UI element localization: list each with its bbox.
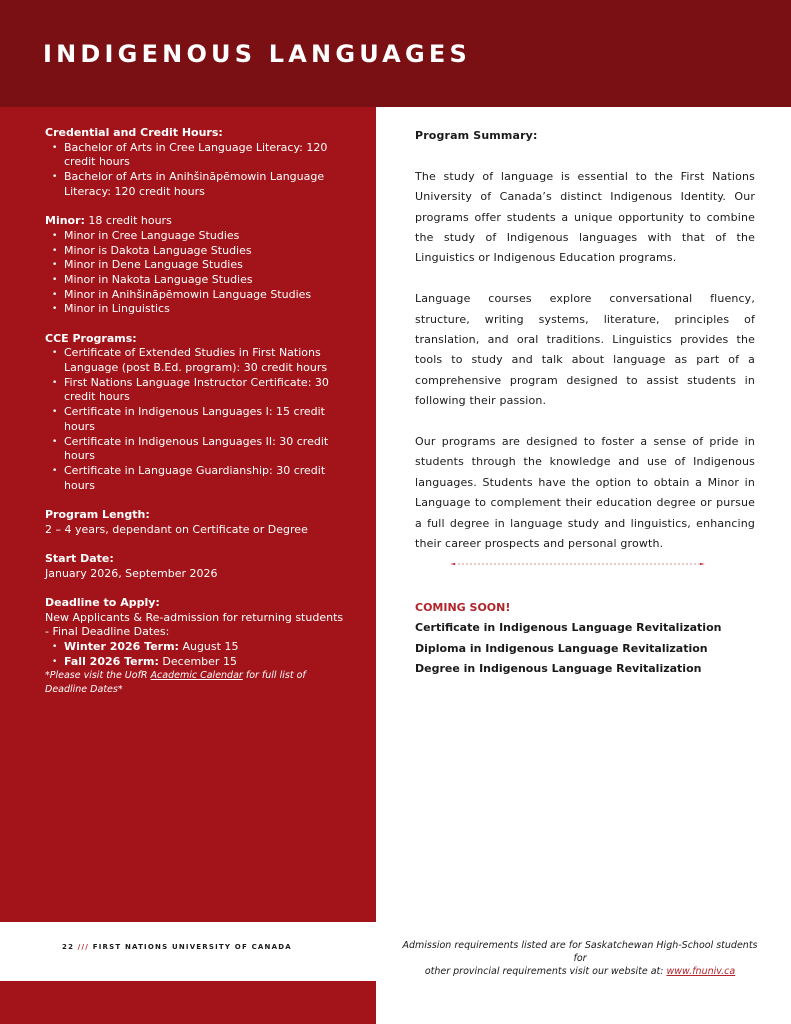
coming-soon-item: Diploma in Indigenous Language Revitalization	[415, 641, 708, 655]
list-item: • Minor in Linguistics	[64, 302, 350, 317]
list-item: • Certificate in Indigenous Languages I: 15 credit hours	[64, 405, 350, 434]
cce-section	[45, 332, 350, 494]
list-item: • Minor in Anihšināpēmowin Language Studies	[64, 288, 350, 303]
winter-term-value: August 15	[178, 640, 239, 654]
list-item: • Certificate in Language Guardianship: 30 credit hours	[64, 464, 350, 493]
program-details-panel	[0, 107, 376, 922]
admission-note-line2	[395, 965, 765, 978]
deadline-section	[45, 596, 350, 698]
list-item: • Bachelor of Arts in Anihšināpēmowin Language Literacy: 120 credit hours	[64, 170, 350, 199]
coming-soon-section	[415, 598, 721, 679]
admission-note-text: other provincial requirements visit our website at:	[424, 966, 667, 977]
coming-soon-item: Certificate in Indigenous Language Revitalization	[415, 621, 722, 635]
list-item: • Minor in Nakota Language Studies	[64, 273, 350, 288]
list-item	[64, 655, 350, 670]
list-item: • Minor is Dakota Language Studies	[64, 244, 350, 259]
start-date-value: January 2026, September 2026	[45, 566, 218, 580]
summary-paragraph: The study of language is essential to the First Nations University of Canada’s distinct Indigenous Identity. Our programs offer students a unique opportunity to combine the study of Indigenous languages with that of the Linguistics or Indigenous Education programs.	[415, 169, 755, 265]
page-number: 22	[62, 943, 75, 951]
deadline-note-text: *Please visit the UofR	[45, 670, 151, 682]
summary-title: Program Summary:	[415, 129, 538, 142]
coming-soon-item: Degree in Indigenous Language Revitalization	[415, 661, 702, 675]
list-item: • Minor in Dene Language Studies	[64, 258, 350, 273]
program-length-section	[45, 508, 350, 537]
credential-list	[45, 141, 350, 200]
start-date-label: Start Date:	[45, 551, 114, 565]
program-length-value: 2 – 4 years, dependant on Certificate or Degree	[45, 522, 308, 536]
bottom-bar	[0, 981, 376, 1024]
cce-label: CCE Programs:	[45, 331, 137, 345]
university-name: FIRST NATIONS UNIVERSITY OF CANADA	[92, 943, 292, 951]
page-header	[0, 0, 791, 107]
program-summary	[415, 126, 755, 575]
program-length-label: Program Length:	[45, 507, 150, 521]
minor-value: 18 credit hours	[84, 214, 172, 228]
minor-list	[45, 229, 350, 317]
footer-slashes: ///	[77, 943, 90, 951]
list-item: • First Nations Language Instructor Certificate: 30 credit hours	[64, 376, 350, 405]
deadline-list	[45, 640, 350, 669]
list-item: • Bachelor of Arts in Cree Language Literacy: 120 credit hours	[64, 141, 350, 170]
list-item: • Certificate of Extended Studies in First Nations Language (post B.Ed. program): 30 credit hours	[64, 346, 350, 375]
section-divider	[450, 563, 705, 565]
deadline-label: Deadline to Apply:	[45, 595, 160, 609]
start-date-section	[45, 552, 350, 581]
list-item: • Certificate in Indigenous Languages II: 30 credit hours	[64, 435, 350, 464]
fall-term-value: December 15	[158, 654, 237, 668]
deadline-note-text-end: for full list of Deadline Dates*	[45, 670, 306, 696]
list-item: • Minor in Cree Language Studies	[64, 229, 350, 244]
fall-term-label: Fall 2026 Term:	[64, 654, 159, 668]
summary-paragraph: Our programs are designed to foster a sense of pride in students through the knowledge and use of Indigenous languages. Students have the option to obtain a Minor in Language to complement their education degree or pursue a full degree in language study and linguistics, enhancing their career prospects and personal growth.	[415, 435, 755, 551]
admission-note-line1: Admission requirements listed are for Saskatchewan High-School students for	[402, 940, 758, 964]
page-title: INDIGENOUS LANGUAGES	[43, 40, 471, 68]
page-footer	[62, 943, 292, 951]
admission-note	[395, 939, 765, 978]
cce-list	[45, 346, 350, 493]
minor-section	[45, 214, 350, 317]
academic-calendar-link[interactable]: Academic Calendar	[150, 670, 243, 682]
list-item	[64, 640, 350, 655]
credential-label: Credential and Credit Hours:	[45, 126, 223, 139]
credential-section	[45, 126, 350, 200]
deadline-line2: - Final Deadline Dates:	[45, 625, 170, 639]
summary-paragraph: Language courses explore conversational fluency, structure, writing systems, literature, principles of translation, and oral traditions. Linguistics provides the tools to study and talk about language as part of a comprehensive program designed to assist students in following their passion.	[415, 292, 755, 408]
coming-soon-label: COMING SOON!	[415, 601, 511, 614]
deadline-line1: New Applicants & Re-admission for returning students	[45, 610, 344, 624]
deadline-note	[45, 669, 350, 697]
website-link[interactable]: www.fnuniv.ca	[666, 966, 736, 977]
minor-label: Minor:	[45, 214, 85, 228]
winter-term-label: Winter 2026 Term:	[64, 640, 179, 654]
